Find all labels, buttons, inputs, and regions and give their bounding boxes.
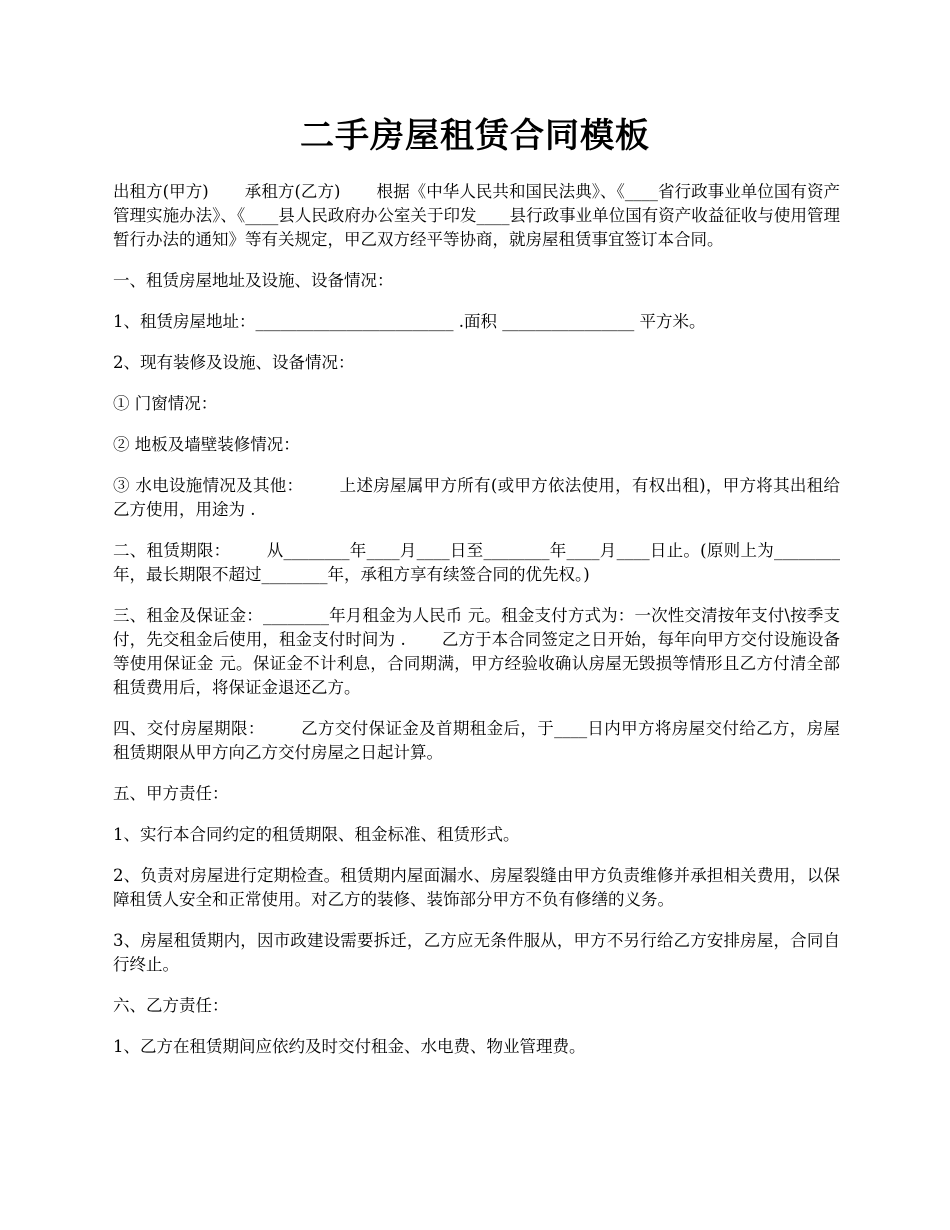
delivery-text: 乙方交付保证金及首期租金后，于____日内甲方将房屋交付给乙方，房屋租赁期限从甲方向乙方交付房屋之日起计算。 [113,719,841,762]
delivery-label: 四、交付房屋期限： [113,719,265,738]
section-1-item-2: 2、现有装修及设施、设备情况： [113,353,355,372]
section-6-item-1: 1、乙方在租赁期间应依约及时交付租金、水电费、物业管理费。 [113,1037,586,1056]
section-1-utilities [113,474,840,522]
section-1-heading: 一、租赁房屋地址及设施、设备情况： [113,271,394,290]
document-title: 二手房屋租赁合同模板 [300,116,650,156]
section-3-rent-deposit [113,604,840,700]
utilities-text: 上述房屋属甲方所有(或甲方依法使用，有权出租)，甲方将其出租给乙方使用，用途为 . [113,476,841,519]
section-1-item-1: 1、租赁房屋地址：________________________ .面积 ________________ 平方米。 [113,312,706,331]
lessee-label: 承租方(乙方) [244,182,341,201]
section-6-heading: 六、乙方责任： [113,996,229,1015]
intro-paragraph [113,180,840,252]
deposit-text: 乙方于本合同签定之日开始，每年向甲方交付设施设备等使用保证金 元。保证金不计利息，合同期满，甲方经验收确认房屋无毁损等情形且乙方付清全部租赁费用后，将保证金退还乙方。 [113,630,841,697]
document-body [113,180,840,1076]
lessor-label: 出租方(甲方) [113,182,209,201]
section-5-item-1: 1、实行本合同约定的租赁期限、租金标准、租赁形式。 [113,825,520,844]
section-1-door-windows: ① 门窗情况： [113,394,218,413]
section-5-item-3: 3、房屋租赁期内，因市政建设需要拆迁，乙方应无条件服从，甲方不另行给乙方安排房屋，合同自行终止。 [113,931,840,974]
section-1-floor-walls: ② 地板及墙壁装修情况： [113,435,300,454]
term-text: 从________年____月____日至________年____月____日止。(原则上为________年，最长期限不超过________年，承租方享有续签合同的优先权。) [113,541,841,584]
section-2-term [113,539,840,587]
section-4-delivery [113,717,840,765]
rent-text: 三、租金及保证金：________年月租金为人民币 元。租金支付方式为：一次性交清按年支付\按季支付，先交租金后使用，租金支付时间为 . [113,606,840,649]
section-5-heading: 五、甲方责任： [113,784,229,803]
section-5-item-2: 2、负责对房屋进行定期检查。租赁期内屋面漏水、房屋裂缝由甲方负责维修并承担相关费用，以保障租赁人安全和正常使用。对乙方的装修、装饰部分甲方不负有修缮的义务。 [113,866,840,909]
term-label: 二、租赁期限： [113,541,231,560]
intro-text: 根据《中华人民共和国民法典》、《____省行政事业单位国有资产管理实施办法》、《____县人民政府办公室关于印发____县行政事业单位国有资产收益征收与使用管理暂行办法的通知》等有关规定，甲乙双方经平等协商，就房屋租赁事宜签订本合同。 [113,182,841,249]
utilities-label: ③ 水电设施情况及其他： [113,476,304,495]
